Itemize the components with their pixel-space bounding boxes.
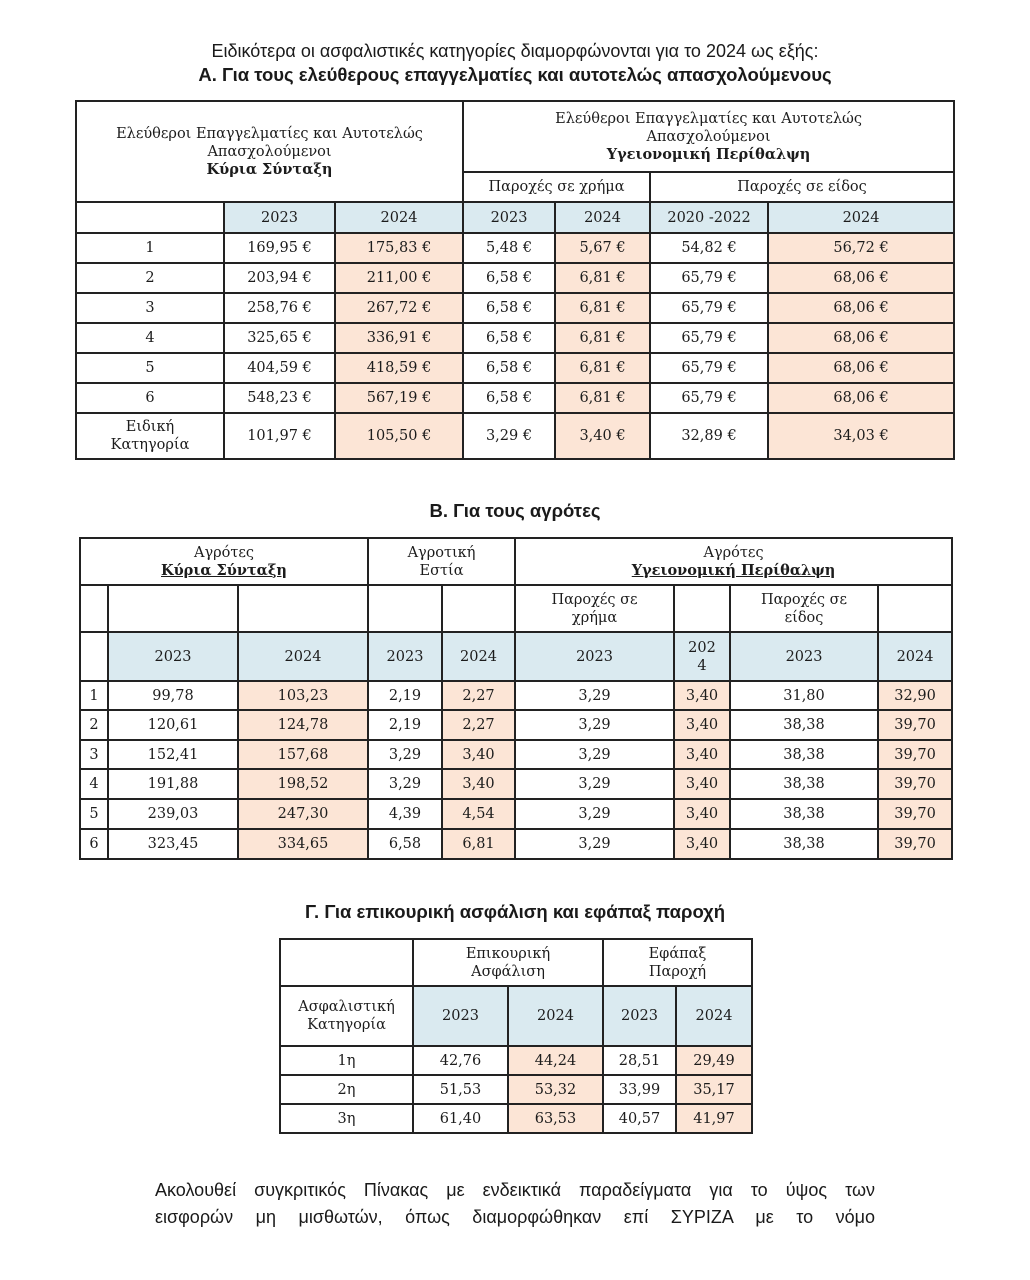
table-a-health-header	[463, 101, 954, 172]
year-text: 202	[688, 639, 716, 656]
header-text: Παροχές σε	[760, 591, 848, 608]
value-cell: 6,58	[368, 829, 442, 859]
value-cell: 267,72 €	[335, 293, 463, 323]
value-cell: 105,50 €	[335, 413, 463, 459]
value-cell: 68,06 €	[768, 323, 954, 353]
category-cell: 6	[80, 829, 108, 859]
intro-text: Ειδικότερα οι ασφαλιστικές κατηγορίες διαμορφώνονται για το 2024 ως εξής:	[211, 41, 819, 61]
header-text: Κατηγορία	[307, 1017, 386, 1033]
category-text: Κατηγορία	[110, 437, 190, 453]
empty-cell	[108, 585, 238, 632]
header-text: Ελεύθεροι Επαγγελματίες και Αυτοτελώς	[555, 110, 862, 127]
value-cell: 323,45	[108, 829, 238, 859]
table-c-auxiliary	[279, 938, 753, 1134]
header-text: Αγρότες	[193, 544, 255, 561]
category-cell: 1	[76, 233, 224, 263]
value-cell: 39,70	[878, 710, 952, 740]
value-cell: 6,58 €	[463, 323, 555, 353]
value-cell: 6,81 €	[555, 293, 650, 323]
header-text: Επικουρική	[465, 945, 551, 962]
value-cell: 38,38	[730, 740, 878, 769]
value-cell: 325,65 €	[224, 323, 335, 353]
year-header: 2024	[555, 202, 650, 233]
empty-cell	[674, 585, 730, 632]
table-c-category-header	[280, 986, 413, 1046]
value-cell: 6,81 €	[555, 263, 650, 293]
year-header: 2023	[108, 632, 238, 681]
value-cell: 61,40	[413, 1104, 508, 1133]
year-header	[674, 632, 730, 681]
value-cell: 3,29	[515, 710, 674, 740]
year-header: 2024	[878, 632, 952, 681]
category-cell: 3η	[280, 1104, 413, 1133]
value-cell: 33,99	[603, 1075, 676, 1104]
year-header: 2023	[413, 986, 508, 1046]
value-cell: 6,81 €	[555, 383, 650, 413]
value-cell: 169,95 €	[224, 233, 335, 263]
value-cell: 3,40	[674, 829, 730, 859]
value-cell: 3,29	[515, 799, 674, 829]
table-row	[280, 1104, 752, 1133]
value-cell: 6,81 €	[555, 323, 650, 353]
value-cell: 3,40	[442, 740, 515, 769]
table-b-pension-header	[80, 538, 368, 585]
value-cell: 34,03 €	[768, 413, 954, 459]
value-cell: 32,90	[878, 681, 952, 710]
table-c-lump-header	[603, 939, 752, 986]
category-cell: 3	[80, 740, 108, 769]
value-cell: 3,29	[515, 681, 674, 710]
empty-cell	[280, 939, 413, 986]
value-cell: 211,00 €	[335, 263, 463, 293]
value-cell: 65,79 €	[650, 323, 768, 353]
empty-cell	[80, 632, 108, 681]
value-cell: 39,70	[878, 769, 952, 799]
header-text: Απασχολούμενοι	[646, 128, 771, 145]
value-cell: 5,48 €	[463, 233, 555, 263]
table-a-professionals	[75, 100, 955, 460]
value-cell: 54,82 €	[650, 233, 768, 263]
section-c-title: Γ. Για επικουρική ασφάλιση και εφάπαξ παροχή	[304, 901, 726, 922]
header-text: Αγροτική	[407, 544, 476, 561]
value-cell: 567,19 €	[335, 383, 463, 413]
table-row	[76, 383, 954, 413]
year-header: 2023	[463, 202, 555, 233]
category-text: Ειδική	[125, 419, 175, 435]
category-cell: 5	[80, 799, 108, 829]
header-bold-text: Υγειονομική Περίθαλψη	[631, 561, 836, 579]
value-cell: 152,41	[108, 740, 238, 769]
value-cell: 3,29	[368, 769, 442, 799]
value-cell: 2,19	[368, 710, 442, 740]
table-a-sub-kind: Παροχές σε είδος	[650, 172, 954, 202]
value-cell: 39,70	[878, 829, 952, 859]
value-cell: 418,59 €	[335, 353, 463, 383]
value-cell: 3,40	[674, 799, 730, 829]
value-cell: 101,97 €	[224, 413, 335, 459]
value-cell: 191,88	[108, 769, 238, 799]
year-header: 2024	[442, 632, 515, 681]
table-a-sub-money: Παροχές σε χρήμα	[463, 172, 650, 202]
empty-cell	[368, 585, 442, 632]
value-cell: 44,24	[508, 1046, 603, 1075]
year-header: 2024	[508, 986, 603, 1046]
value-cell: 6,58 €	[463, 383, 555, 413]
table-row	[80, 710, 952, 740]
value-cell: 6,81	[442, 829, 515, 859]
empty-cell	[878, 585, 952, 632]
value-cell: 2,27	[442, 681, 515, 710]
value-cell: 38,38	[730, 799, 878, 829]
value-cell: 35,17	[676, 1075, 752, 1104]
empty-cell	[442, 585, 515, 632]
section-a-title: Α. Για τους ελεύθερους επαγγελματίες και αυτοτελώς απασχολούμενους	[198, 64, 832, 85]
value-cell: 239,03	[108, 799, 238, 829]
value-cell: 42,76	[413, 1046, 508, 1075]
table-row	[80, 799, 952, 829]
value-cell: 39,70	[878, 740, 952, 769]
value-cell: 53,32	[508, 1075, 603, 1104]
category-cell: 2	[80, 710, 108, 740]
value-cell: 2,19	[368, 681, 442, 710]
footer-paragraph	[155, 1177, 875, 1231]
value-cell: 198,52	[238, 769, 368, 799]
value-cell: 103,23	[238, 681, 368, 710]
year-header: 2024	[238, 632, 368, 681]
header-text: είδος	[784, 609, 824, 626]
header-text: χρήμα	[571, 609, 618, 626]
section-b-title: Β. Για τους αγρότες	[429, 500, 601, 521]
header-bold-text: Κύρια Σύνταξη	[161, 561, 287, 579]
value-cell: 68,06 €	[768, 293, 954, 323]
value-cell: 3,40	[674, 681, 730, 710]
table-b-estia-header	[368, 538, 515, 585]
value-cell: 38,38	[730, 769, 878, 799]
value-cell: 3,29	[515, 829, 674, 859]
table-row	[280, 1075, 752, 1104]
year-text: 4	[697, 657, 707, 674]
value-cell: 6,58 €	[463, 293, 555, 323]
value-cell: 68,06 €	[768, 263, 954, 293]
value-cell: 39,70	[878, 799, 952, 829]
category-cell: 2η	[280, 1075, 413, 1104]
category-cell: 3	[76, 293, 224, 323]
category-cell: 1η	[280, 1046, 413, 1075]
value-cell: 258,76 €	[224, 293, 335, 323]
category-cell: 4	[76, 323, 224, 353]
year-header: 2020 -2022	[650, 202, 768, 233]
year-header: 2024	[335, 202, 463, 233]
table-row	[76, 323, 954, 353]
category-cell: 4	[80, 769, 108, 799]
table-b-sub-kind	[730, 585, 878, 632]
value-cell: 56,72 €	[768, 233, 954, 263]
value-cell: 65,79 €	[650, 293, 768, 323]
header-text: Παροχές σε	[551, 591, 638, 608]
value-cell: 68,06 €	[768, 353, 954, 383]
year-header: 2023	[224, 202, 335, 233]
table-row	[80, 681, 952, 710]
table-row	[80, 740, 952, 769]
value-cell: 38,38	[730, 829, 878, 859]
header-text: Εφάπαξ	[648, 945, 707, 962]
value-cell: 65,79 €	[650, 383, 768, 413]
category-cell	[76, 413, 224, 459]
value-cell: 40,57	[603, 1104, 676, 1133]
value-cell: 336,91 €	[335, 323, 463, 353]
footer-line: Ακολουθεί συγκριτικός Πίνακας με ενδεικτικά παραδείγματα για το ύψος των	[155, 1180, 875, 1200]
empty-cell	[76, 202, 224, 233]
value-cell: 3,40	[674, 710, 730, 740]
value-cell: 31,80	[730, 681, 878, 710]
table-a-pension-header	[76, 101, 463, 202]
value-cell: 6,58 €	[463, 353, 555, 383]
value-cell: 334,65	[238, 829, 368, 859]
header-text: Ασφάλιση	[471, 963, 545, 980]
value-cell: 3,40	[674, 740, 730, 769]
header-text: Ασφαλιστική	[298, 999, 395, 1015]
value-cell: 65,79 €	[650, 263, 768, 293]
value-cell: 68,06 €	[768, 383, 954, 413]
header-text: Εστία	[419, 562, 464, 579]
header-text: Ελεύθεροι Επαγγελματίες και Αυτοτελώς	[116, 125, 423, 142]
value-cell: 157,68	[238, 740, 368, 769]
value-cell: 203,94 €	[224, 263, 335, 293]
value-cell: 404,59 €	[224, 353, 335, 383]
header-bold-text: Υγειονομική Περίθαλψη	[606, 145, 811, 163]
header-text: Παροχή	[648, 963, 707, 980]
empty-cell	[80, 585, 108, 632]
value-cell: 2,27	[442, 710, 515, 740]
value-cell: 6,58 €	[463, 263, 555, 293]
table-row	[280, 1046, 752, 1075]
value-cell: 548,23 €	[224, 383, 335, 413]
value-cell: 38,38	[730, 710, 878, 740]
header-text: Απασχολούμενοι	[207, 143, 332, 160]
value-cell: 65,79 €	[650, 353, 768, 383]
value-cell: 175,83 €	[335, 233, 463, 263]
table-c-aux-header	[413, 939, 603, 986]
category-cell: 1	[80, 681, 108, 710]
value-cell: 3,40 €	[555, 413, 650, 459]
table-row	[80, 769, 952, 799]
value-cell: 29,49	[676, 1046, 752, 1075]
value-cell: 124,78	[238, 710, 368, 740]
value-cell: 3,40	[674, 769, 730, 799]
value-cell: 32,89 €	[650, 413, 768, 459]
category-cell: 6	[76, 383, 224, 413]
value-cell: 3,29	[515, 740, 674, 769]
year-header: 2023	[603, 986, 676, 1046]
value-cell: 3,40	[442, 769, 515, 799]
table-row	[76, 353, 954, 383]
category-cell: 5	[76, 353, 224, 383]
value-cell: 4,39	[368, 799, 442, 829]
table-b-health-header	[515, 538, 952, 585]
value-cell: 51,53	[413, 1075, 508, 1104]
table-row	[80, 829, 952, 859]
value-cell: 41,97	[676, 1104, 752, 1133]
year-header: 2023	[730, 632, 878, 681]
header-text: Αγρότες	[703, 544, 764, 561]
table-row	[76, 233, 954, 263]
table-b-sub-money	[515, 585, 674, 632]
value-cell: 99,78	[108, 681, 238, 710]
value-cell: 3,29	[515, 769, 674, 799]
footer-line: εισφορών μη μισθωτών, όπως διαμορφώθηκαν επί ΣΥΡΙΖΑ με το νόμο	[155, 1207, 875, 1227]
header-bold-text: Κύρια Σύνταξη	[206, 160, 333, 178]
value-cell: 63,53	[508, 1104, 603, 1133]
value-cell: 247,30	[238, 799, 368, 829]
table-b-farmers	[79, 537, 953, 860]
value-cell: 4,54	[442, 799, 515, 829]
table-row	[76, 263, 954, 293]
year-header: 2023	[515, 632, 674, 681]
year-header: 2024	[768, 202, 954, 233]
value-cell: 5,67 €	[555, 233, 650, 263]
empty-cell	[238, 585, 368, 632]
value-cell: 28,51	[603, 1046, 676, 1075]
year-header: 2024	[676, 986, 752, 1046]
table-row	[76, 293, 954, 323]
value-cell: 3,29 €	[463, 413, 555, 459]
value-cell: 120,61	[108, 710, 238, 740]
value-cell: 6,81 €	[555, 353, 650, 383]
category-cell: 2	[76, 263, 224, 293]
value-cell: 3,29	[368, 740, 442, 769]
year-header: 2023	[368, 632, 442, 681]
table-row	[76, 413, 954, 459]
